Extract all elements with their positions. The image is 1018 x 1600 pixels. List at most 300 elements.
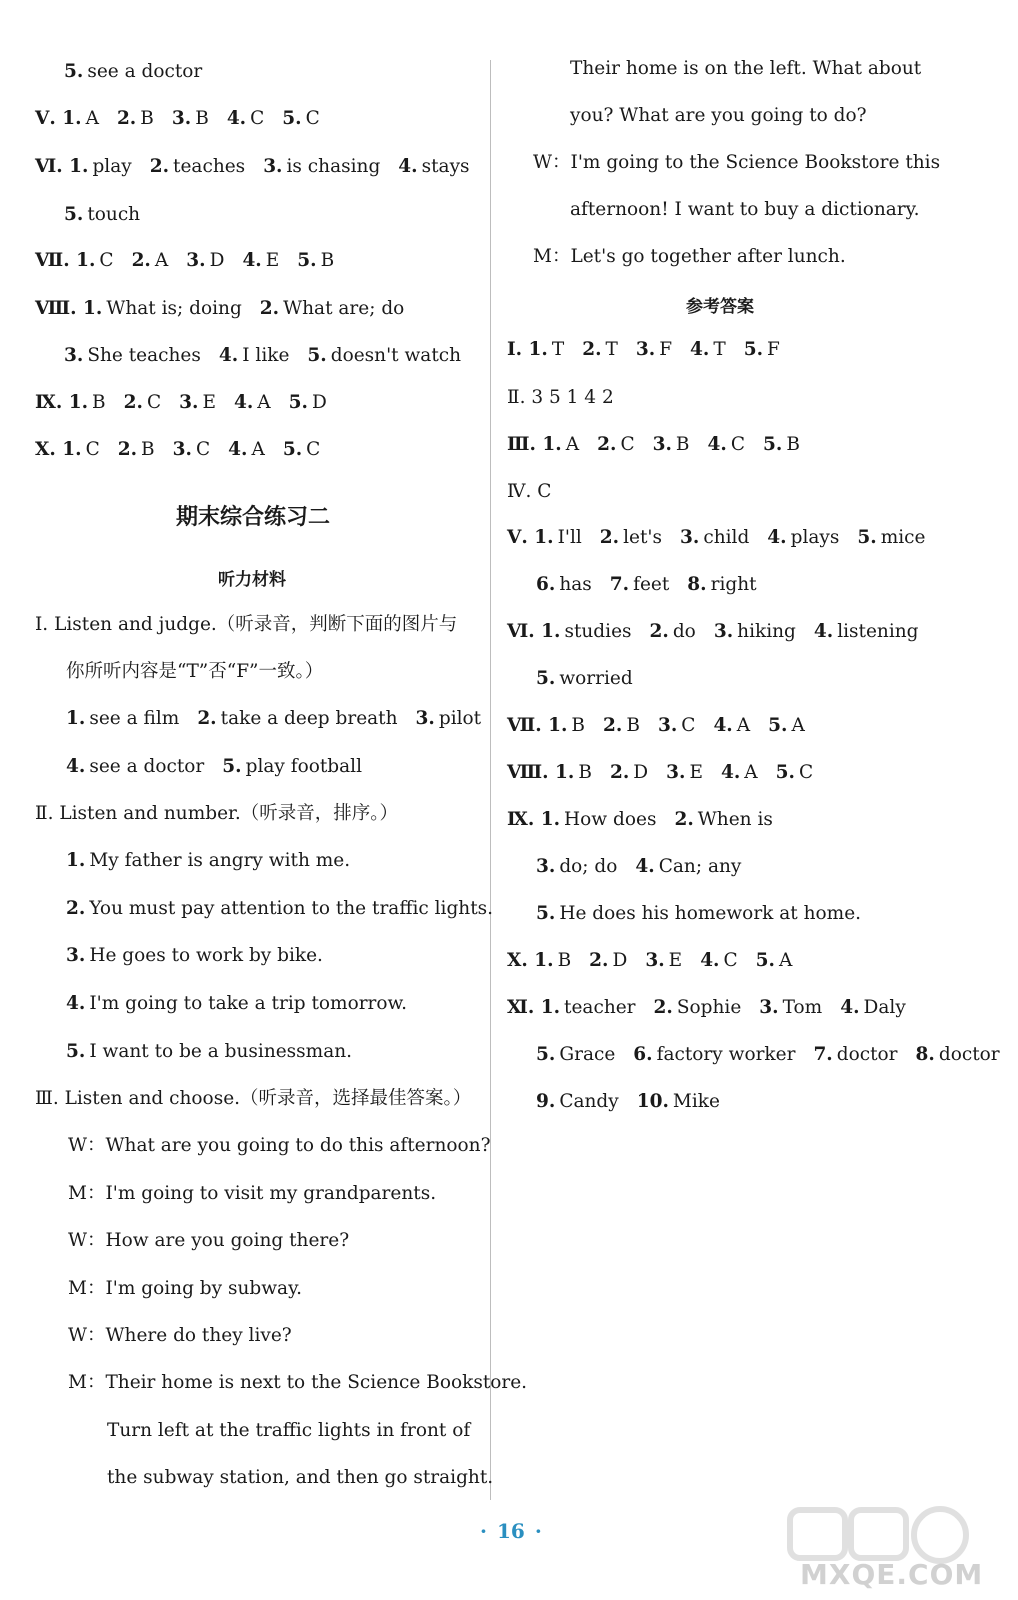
text-line: you? What are you going to do? [570, 105, 867, 126]
answer-item [687, 574, 756, 595]
text-line [66, 897, 511, 921]
item-text: D [209, 250, 225, 271]
item-number: 2. [649, 621, 669, 642]
answer-item [645, 950, 682, 971]
item-number: 5. [857, 527, 877, 548]
item-number: Ⅴ. 1. [507, 527, 554, 548]
item-number: Ⅺ. 1. [507, 997, 561, 1018]
item-text: plays [790, 527, 840, 548]
text-line: 你所听内容是“T”否“F”一致。） [66, 661, 324, 682]
item-number: Ⅰ. 1. [507, 339, 548, 360]
item-text: B [92, 392, 106, 413]
item-number: 8. [915, 1044, 935, 1065]
item-text: C [681, 715, 696, 736]
item-text: play [92, 156, 132, 177]
item-number: 5. [288, 392, 308, 413]
item-number: 4. [700, 950, 720, 971]
answer-item [603, 715, 640, 736]
item-number: 2. [259, 298, 280, 319]
answer-item [228, 439, 265, 460]
answer-item [35, 439, 100, 460]
text-line [64, 344, 479, 368]
item-number: 10. [636, 1091, 669, 1112]
item-text: B [675, 434, 690, 455]
item-number: 4. [713, 715, 733, 736]
item-text: D [633, 762, 649, 783]
answer-item [66, 756, 204, 777]
item-number: 3. [635, 339, 656, 360]
item-number: 5. [64, 204, 84, 225]
answer-item [64, 204, 140, 225]
item-text: A [779, 950, 793, 971]
answer-item [507, 950, 571, 971]
item-number: 4. [226, 108, 247, 129]
item-number: 3. [415, 708, 435, 729]
answer-item [763, 434, 800, 455]
answer-item [610, 762, 648, 783]
answer-item [507, 621, 632, 642]
item-text: C [85, 439, 100, 460]
item-text: feet [633, 574, 670, 595]
answer-item [507, 997, 636, 1018]
item-number: 2. [117, 439, 138, 460]
item-number: 4. [707, 434, 727, 455]
text-line: M：I'm going to visit my grandparents. [68, 1183, 437, 1204]
text-line [507, 620, 937, 644]
item-number: Ⅶ. 1. [35, 250, 96, 271]
item-text: A [736, 715, 751, 736]
text-line: afternoon! I want to buy a dictionary. [570, 199, 920, 220]
item-number: Ⅵ. 1. [35, 156, 89, 177]
answer-item [227, 108, 264, 129]
item-text: doesn't watch [330, 345, 462, 366]
answer-item [840, 997, 906, 1018]
item-text: child [703, 527, 750, 548]
answer-item [635, 856, 741, 877]
item-text: What is; doing [106, 298, 242, 319]
answer-item [597, 434, 634, 455]
item-text: E [265, 250, 280, 271]
answer-item [66, 945, 323, 966]
answer-item [297, 250, 334, 271]
column-divider [490, 60, 491, 1500]
answer-item [658, 715, 695, 736]
answer-item [857, 527, 925, 548]
item-text: You must pay attention to the traffic lights. [89, 898, 494, 919]
text-line [507, 338, 798, 362]
item-number: 5. [768, 715, 788, 736]
answer-item [589, 950, 627, 971]
item-number: 5. [755, 950, 775, 971]
answer-item [64, 61, 202, 82]
item-text: right [710, 574, 757, 595]
text-line: W：What are you going to do this afternoon? [68, 1135, 491, 1156]
item-number: 5. [763, 434, 783, 455]
item-text: touch [87, 204, 141, 225]
item-number: 2. [599, 527, 620, 548]
answer-item [398, 156, 469, 177]
item-text: What are; do [283, 298, 405, 319]
answer-item [124, 392, 161, 413]
item-number: Ⅵ. 1. [507, 621, 561, 642]
item-number: 5. [282, 108, 302, 129]
item-text: I want to be a businessman. [89, 1041, 353, 1062]
item-text: F [659, 339, 673, 360]
item-number: 1. [66, 850, 86, 871]
item-number: 3. [713, 621, 734, 642]
item-text: He goes to work by bike. [89, 945, 323, 966]
answer-item [507, 527, 582, 548]
item-text: E [202, 392, 216, 413]
item-text: see a doctor [87, 61, 203, 82]
item-text: has [559, 574, 592, 595]
item-number: Ⅴ. 1. [35, 108, 82, 129]
item-number: Ⅷ. 1. [507, 762, 575, 783]
text-line [66, 992, 425, 1016]
item-text: D [312, 392, 327, 413]
item-text: B [195, 108, 209, 129]
item-text: Grace [559, 1044, 616, 1065]
text-line [35, 438, 338, 462]
item-number: 4. [398, 156, 418, 177]
item-number: 2. [123, 392, 143, 413]
item-number: 3. [657, 715, 678, 736]
item-number: 3. [66, 945, 86, 966]
item-text: A [257, 392, 271, 413]
answer-item [35, 250, 114, 271]
text-line [66, 1040, 370, 1064]
item-number: 5. [222, 756, 242, 777]
item-number: 9. [536, 1091, 556, 1112]
answer-item [536, 856, 617, 877]
answer-item [66, 898, 493, 919]
answer-item [179, 392, 216, 413]
item-number: 3. [172, 439, 192, 460]
text-line: M：Their home is next to the Science Bookstore. [68, 1372, 528, 1393]
text-line: the subway station, and then go straight. [107, 1467, 494, 1488]
answer-item [222, 756, 362, 777]
item-text: C [723, 950, 738, 971]
page-number [470, 1519, 552, 1543]
text-line [64, 60, 220, 84]
item-text: E [689, 762, 703, 783]
item-text: F [767, 339, 780, 360]
item-text: C [306, 439, 321, 460]
item-text: Mike [672, 1091, 720, 1112]
item-number: 3. [171, 108, 192, 129]
answer-item [536, 903, 861, 924]
item-number: 8. [687, 574, 707, 595]
answer-item [197, 708, 397, 729]
text-line [35, 249, 352, 273]
item-text: Sophie [676, 997, 742, 1018]
answer-item [117, 108, 154, 129]
item-text: A [791, 715, 805, 736]
item-text: take a deep breath [220, 708, 398, 729]
item-text: let's [623, 527, 663, 548]
text-line [536, 1043, 1018, 1067]
answer-item [776, 762, 813, 783]
answer-item [713, 715, 750, 736]
item-number: 3. [64, 345, 84, 366]
item-text: B [320, 250, 335, 271]
text-line: Turn left at the traffic lights in front of [107, 1420, 471, 1441]
text-line: Their home is on the left. What about [570, 58, 922, 79]
answer-item [744, 339, 780, 360]
watermark-text: MXQE.COM [800, 1558, 984, 1591]
item-number: 4. [66, 993, 86, 1014]
item-number: Ⅹ. 1. [35, 439, 82, 460]
item-text: How does [564, 809, 657, 830]
page-number-value: 16 [496, 1519, 525, 1543]
item-number: Ⅸ. 1. [507, 809, 561, 830]
answer-item [708, 434, 745, 455]
answer-item [721, 762, 758, 783]
item-text: B [578, 762, 592, 783]
item-text: E [668, 950, 683, 971]
item-number: 5. [297, 250, 317, 271]
item-number: 2. [603, 715, 623, 736]
item-text: C [250, 108, 265, 129]
item-number: Ⅶ. 1. [507, 715, 568, 736]
answer-item [700, 950, 737, 971]
item-number: 2. [197, 708, 217, 729]
item-number: 4. [233, 392, 254, 413]
answer-item [813, 1044, 897, 1065]
item-text: B [141, 439, 155, 460]
item-number: 3. [666, 762, 686, 783]
item-text: factory worker [656, 1044, 796, 1065]
answer-item [260, 298, 405, 319]
answer-item [35, 156, 132, 177]
item-number: 3. [680, 527, 700, 548]
item-text: see a film [89, 708, 180, 729]
item-text: B [786, 434, 800, 455]
text-line: W：How are you going there? [68, 1230, 350, 1251]
answer-item [650, 621, 696, 642]
text-line [66, 755, 380, 779]
answer-item [64, 345, 201, 366]
item-text: T [551, 339, 565, 360]
text-line [507, 526, 943, 550]
answer-item [536, 1091, 619, 1112]
answer-item [132, 250, 169, 271]
item-number: 3. [179, 392, 199, 413]
text-line: W：I'm going to the Science Bookstore this [533, 152, 941, 173]
answer-item [283, 439, 320, 460]
item-text: C [730, 434, 746, 455]
answer-item [768, 715, 805, 736]
item-number: 3. [759, 997, 779, 1018]
text-line [64, 203, 158, 227]
answer-item [610, 574, 670, 595]
item-number: 3. [536, 856, 556, 877]
answer-item [637, 1091, 720, 1112]
item-text: T [713, 339, 726, 360]
item-text: Daly [863, 997, 906, 1018]
answer-item [636, 339, 672, 360]
answer-item [150, 156, 245, 177]
item-text: stays [421, 156, 470, 177]
item-number: 5. [775, 762, 795, 783]
item-number: 2. [131, 250, 151, 271]
item-text: C [146, 392, 162, 413]
item-number: 4. [720, 762, 741, 783]
answer-item [507, 434, 579, 455]
text-line: Ⅳ. C [507, 481, 552, 502]
item-number: 2. [116, 108, 137, 129]
item-text: I'm going to take a trip tomorrow. [89, 993, 408, 1014]
text-line: Ⅱ. 3 5 1 4 2 [507, 387, 614, 408]
item-number: 4. [690, 339, 710, 360]
item-text: worried [559, 668, 633, 689]
text-line [507, 808, 791, 832]
item-text: C [799, 762, 814, 783]
answer-item [282, 108, 319, 129]
item-number: Ⅲ. 1. [507, 434, 562, 455]
text-line [35, 155, 488, 179]
answer-item [582, 339, 618, 360]
item-number: 4. [767, 527, 787, 548]
item-text: D [612, 950, 628, 971]
item-text: Candy [559, 1091, 619, 1112]
answer-item [35, 298, 242, 319]
item-number: 5. [536, 903, 556, 924]
answer-item [690, 339, 726, 360]
item-text: She teaches [87, 345, 201, 366]
item-text: A [251, 439, 265, 460]
answer-item [173, 439, 210, 460]
bullet-left: · [480, 1519, 487, 1543]
item-number: Ⅹ. 1. [507, 950, 554, 971]
answer-item [219, 345, 290, 366]
item-number: Ⅷ. 1. [35, 298, 103, 319]
answer-item [66, 708, 179, 729]
item-number: Ⅸ. 1. [35, 392, 89, 413]
text-line [507, 433, 818, 457]
answer-item [759, 997, 822, 1018]
item-number: 5. [307, 345, 327, 366]
item-text: I'll [557, 527, 582, 548]
answer-item [66, 850, 350, 871]
item-number: 5. [536, 668, 556, 689]
item-number: 4. [228, 439, 248, 460]
item-number: 5. [64, 61, 84, 82]
item-text: do [672, 621, 696, 642]
item-number: 2. [149, 156, 170, 177]
item-number: 6. [633, 1044, 653, 1065]
answer-item [263, 156, 380, 177]
text-line [66, 707, 499, 731]
item-text: A [85, 108, 99, 129]
item-text: pilot [438, 708, 482, 729]
text-line: M：Let's go together after lunch. [533, 246, 846, 267]
answer-item [653, 434, 690, 455]
text-line [536, 667, 651, 691]
text-line: Ⅲ. Listen and choose.（听录音，选择最佳答案。） [35, 1088, 472, 1109]
text-line: W：Where do they live? [68, 1325, 292, 1346]
item-number: 2. [609, 762, 630, 783]
answer-item [714, 621, 796, 642]
text-line [536, 855, 759, 879]
item-number: 1. [66, 708, 86, 729]
item-number: 3. [186, 250, 206, 271]
item-number: 2. [674, 809, 694, 830]
answer-item [118, 439, 155, 460]
answer-item [756, 950, 793, 971]
item-number: 5. [536, 1044, 556, 1065]
text-line: Ⅰ. Listen and judge.（听录音，判断下面的图片与 [35, 614, 458, 635]
item-text: teacher [564, 997, 636, 1018]
answer-item [654, 997, 742, 1018]
item-text: doctor [938, 1044, 1000, 1065]
answer-item [35, 392, 106, 413]
item-number: 5. [743, 339, 764, 360]
item-text: My father is angry with me. [89, 850, 351, 871]
item-text: listening [837, 621, 919, 642]
answer-item [416, 708, 482, 729]
answer-item [172, 108, 209, 129]
answer-title: 参考答案 [686, 297, 754, 317]
answer-item [307, 345, 461, 366]
answer-item [507, 762, 592, 783]
item-text: I like [242, 345, 290, 366]
answer-item [66, 1041, 352, 1062]
text-line [507, 949, 810, 973]
item-text: C [620, 434, 635, 455]
answer-item [536, 1044, 615, 1065]
item-text: When is [697, 809, 773, 830]
text-line [35, 391, 345, 415]
section-title: 期末综合练习二 [176, 505, 331, 530]
item-text: play football [245, 756, 362, 777]
text-line [507, 996, 924, 1020]
answer-item [234, 392, 271, 413]
item-text: B [571, 715, 586, 736]
item-text: He does his homework at home. [559, 903, 862, 924]
item-number: 2. [589, 950, 609, 971]
item-number: 4. [242, 250, 262, 271]
answer-item [600, 527, 662, 548]
item-text: Can; any [658, 856, 742, 877]
item-text: C [305, 108, 320, 129]
item-text: B [626, 715, 640, 736]
item-text: is chasing [286, 156, 381, 177]
item-text: see a doctor [89, 756, 205, 777]
answer-item [507, 809, 656, 830]
answer-item [507, 339, 564, 360]
item-text: A [154, 250, 169, 271]
item-text: studies [564, 621, 632, 642]
answer-item [536, 668, 633, 689]
answer-item [666, 762, 703, 783]
item-number: 4. [840, 997, 860, 1018]
answer-item [814, 621, 919, 642]
item-number: 2. [582, 339, 602, 360]
item-text: doctor [836, 1044, 898, 1065]
answer-item [186, 250, 224, 271]
item-number: 5. [282, 439, 303, 460]
item-number: 2. [653, 997, 673, 1018]
item-text: T [605, 339, 618, 360]
answer-item [66, 993, 407, 1014]
text-line [507, 761, 831, 785]
bullet-right: · [534, 1519, 542, 1543]
item-text: B [140, 108, 154, 129]
answer-item [289, 392, 327, 413]
listening-subtitle: 听力材料 [218, 570, 286, 590]
item-number: 4. [66, 756, 86, 777]
